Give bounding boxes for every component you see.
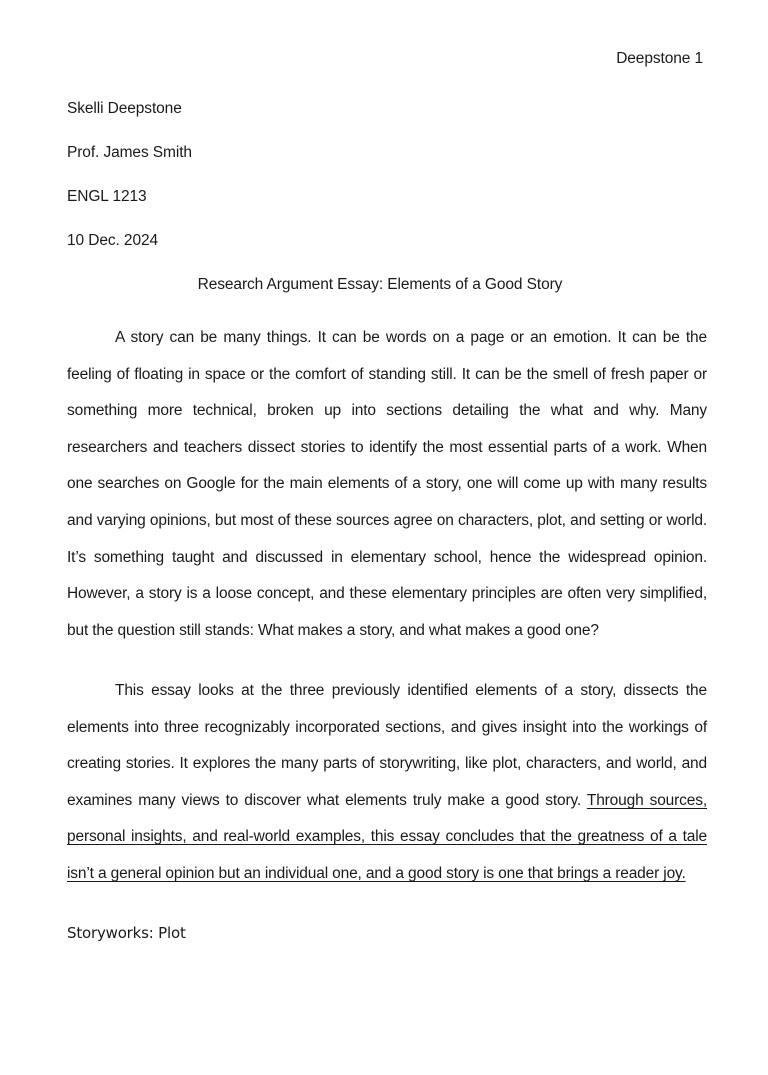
- instructor-name: Prof. James Smith: [67, 144, 192, 161]
- body-paragraph-1: A story can be many things. It can be words on a page or an emotion. It can be the feeling of floating in space or the comfort of standing still. It can be the smell of fresh paper or something more technical, broken up into sections detailing the what and why. Many researchers and teachers dissect stories to identify the most essential parts of a work. When one searches on Google for the main elements of a story, one will come up with many results and varying opinions, but most of these sources agree on characters, plot, and setting or world. It’s something taught and discussed in elementary school, hence the widespread opinion. However, a story is a loose concept, and these elementary principles are often very simplified, but the question still stands: What makes a story, and what makes a good one?: [67, 329, 707, 639]
- author-name: Skelli Deepstone: [67, 100, 182, 117]
- essay-date: 10 Dec. 2024: [67, 232, 159, 249]
- essay-title: Research Argument Essay: Elements of a Good Story: [197, 276, 563, 293]
- running-head: Deepstone 1: [616, 50, 703, 67]
- section-heading-plot: Storyworks: Plot: [67, 924, 186, 942]
- paragraph-2-intro: This essay looks at the three previously identified elements of a story, dissects the elements into three recognizably incorporated sections, and gives insight into the workings of creating stories. It explores the many parts of storywriting, like plot, characters, and world, and examines many views to discover what elements truly make a good story.: [67, 682, 707, 809]
- body-paragraph-2: [67, 673, 707, 893]
- course-code: ENGL 1213: [67, 188, 147, 205]
- mla-heading: [67, 99, 192, 275]
- thesis-statement: Through sources, personal insights, and real-world examples, this essay concludes that the greatness of a tale isn’t a general opinion but an individual one, and a good story is one that brings a reader joy.: [67, 791, 707, 882]
